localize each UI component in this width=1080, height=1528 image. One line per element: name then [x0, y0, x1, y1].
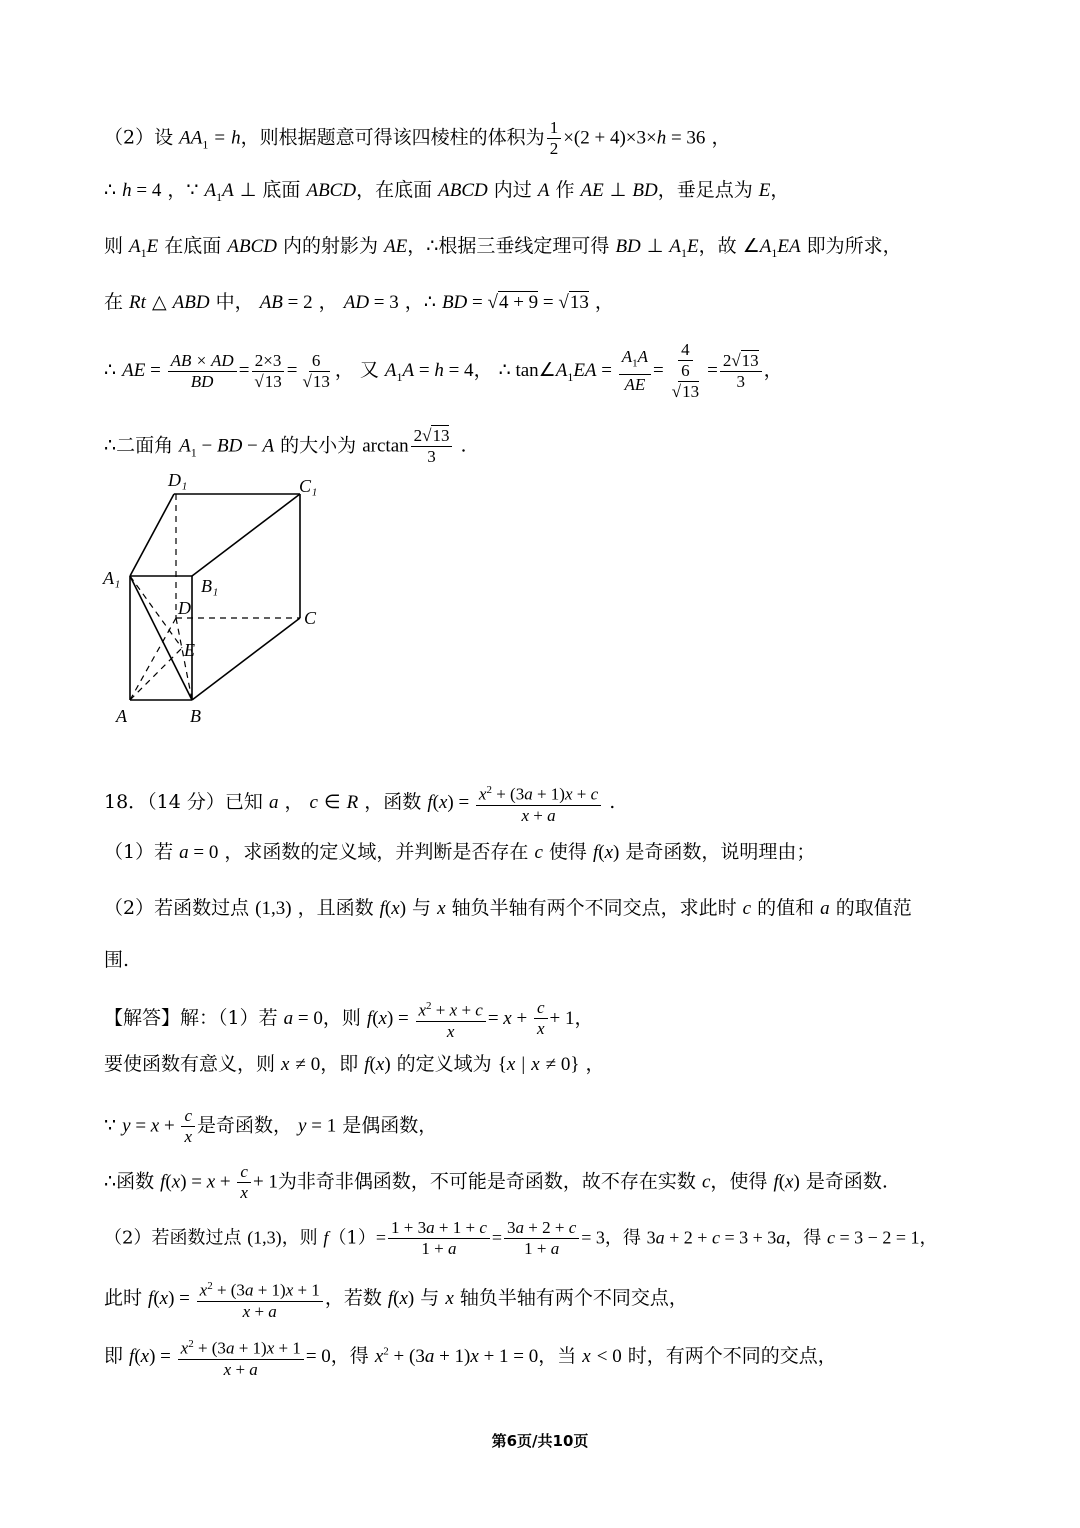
prism-solid-edges [130, 494, 300, 700]
solution-line-5: ∴ AE = $\frac{AB \times AD}{BD}$ = $\frac{2\times 3}{√13}$ = $\frac{6}{√13}$ ， 又 $A_1A = h = 4$， ∴ $\tan\angle A_1EA$ = $\frac{A_1A}{AE}$ = $\frac{4}{\frac{6}{√13}}$ = $\frac{2√13}{3}$ ， [104, 340, 783, 401]
label-D1: D₁ [168, 470, 188, 490]
problem-18-part-2-cont: 围. [104, 949, 130, 971]
label-B: B [190, 706, 201, 726]
label-D: D [178, 598, 191, 618]
answer-line-2: 要使函数有意义，则 x ≠ 0，即 f(x) 的定义域为 {x | x ≠ 0} ， [104, 1053, 605, 1075]
label-C: C [304, 608, 317, 628]
problem-18-statement: 18．（14 分）已知 a ， c ∈ R ，函数 f(x) = $\frac{x^2 + (3a + 1)x + c}{x + a}$ . [104, 780, 615, 826]
prism-hidden-edges [130, 494, 300, 700]
answer-line-7: 即 f(x) = $\frac{x^2 + (3a + 1)x + 1}{x + a}$ = 0，得 $x^2 + (3a + 1)x + 1 = 0$，当 x < 0 时，有两个不同的交点， [104, 1334, 837, 1380]
solution-line-2: ∴ h = 4 ，∵ $A_1A$ ⊥ 底面 ABCD，在底面 ABCD 内过 A 作 AE ⊥ BD，垂足点为 E， [104, 179, 790, 204]
answer-line-6: 此时 f(x) = $\frac{x^2 + (3a + 1)x + 1}{x + a}$ ，若数 f(x) 与 x 轴负半轴有两个不同交点， [104, 1276, 688, 1322]
label-A1: A₁ [103, 568, 121, 588]
problem-18-part-1: （1）若 a = 0 ，求函数的定义域，并判断是否存在 c 使得 f(x) 是奇函数，说明理由； [104, 841, 816, 863]
page-footer: 第6页/共10页 [491, 1432, 589, 1450]
problem-18-part-2: （2）若函数过点 (1,3) ，且函数 f(x) 与 x 轴负半轴有两个不同交点，求此时 c 的值和 a 的取值范 [104, 897, 912, 919]
solution-line-1: （2）设 $AA_1 = h$，则根据题意可得该四棱柱的体积为 $\frac{1}{2}$ ×(2 + 4)×3×h = 36 ， [104, 118, 731, 158]
solution-line-4: 在 Rt △ ABD 中， AB = 2 ， AD = 3 ，∴ BD = √4 + 9 = √13 ， [104, 291, 614, 313]
solution-line-6: ∴二面角 $A_1$ − BD − A 的大小为 arctan $\frac{2√13}{3}$ . [104, 426, 467, 466]
answer-line-4: ∴函数 f(x) = x + $\frac{c}{x}$ + 1为非奇非偶函数，不可能是奇函数，故不存在实数 c，使得 f(x) 是奇函数. [104, 1162, 888, 1202]
answer-line-5: （2）若函数过点 (1,3)，则 f（1）= $\frac{1 + 3a + 1 + c}{1 + a}$ = $\frac{3a + 2 + c}{1 + a}$ = 3，得 3a + 2 + c = 3 + 3a，得 c = 3 − 2 = 1， [104, 1218, 938, 1258]
label-E: E [184, 640, 195, 660]
solution-line-3: 则 $A_1E$ 在底面 ABCD 内的射影为 AE，∴根据三垂线定理可得 BD ⊥ $A_1E$，故 $\angle A_1EA$ 即为所求， [104, 235, 902, 260]
answer-line-1: 【解答】解：（1）若 a = 0，则 f(x) = $\frac{x^2 + x + c}{x}$ = x + $\frac{c}{x}$ + 1， [104, 996, 593, 1042]
label-B1: B₁ [201, 576, 219, 596]
label-C1: C₁ [299, 476, 318, 496]
prism-figure [96, 466, 336, 736]
answer-line-3: ∵ y = x + $\frac{c}{x}$ 是奇函数， y = 1 是偶函数， [104, 1106, 438, 1146]
label-A: A [116, 706, 127, 726]
